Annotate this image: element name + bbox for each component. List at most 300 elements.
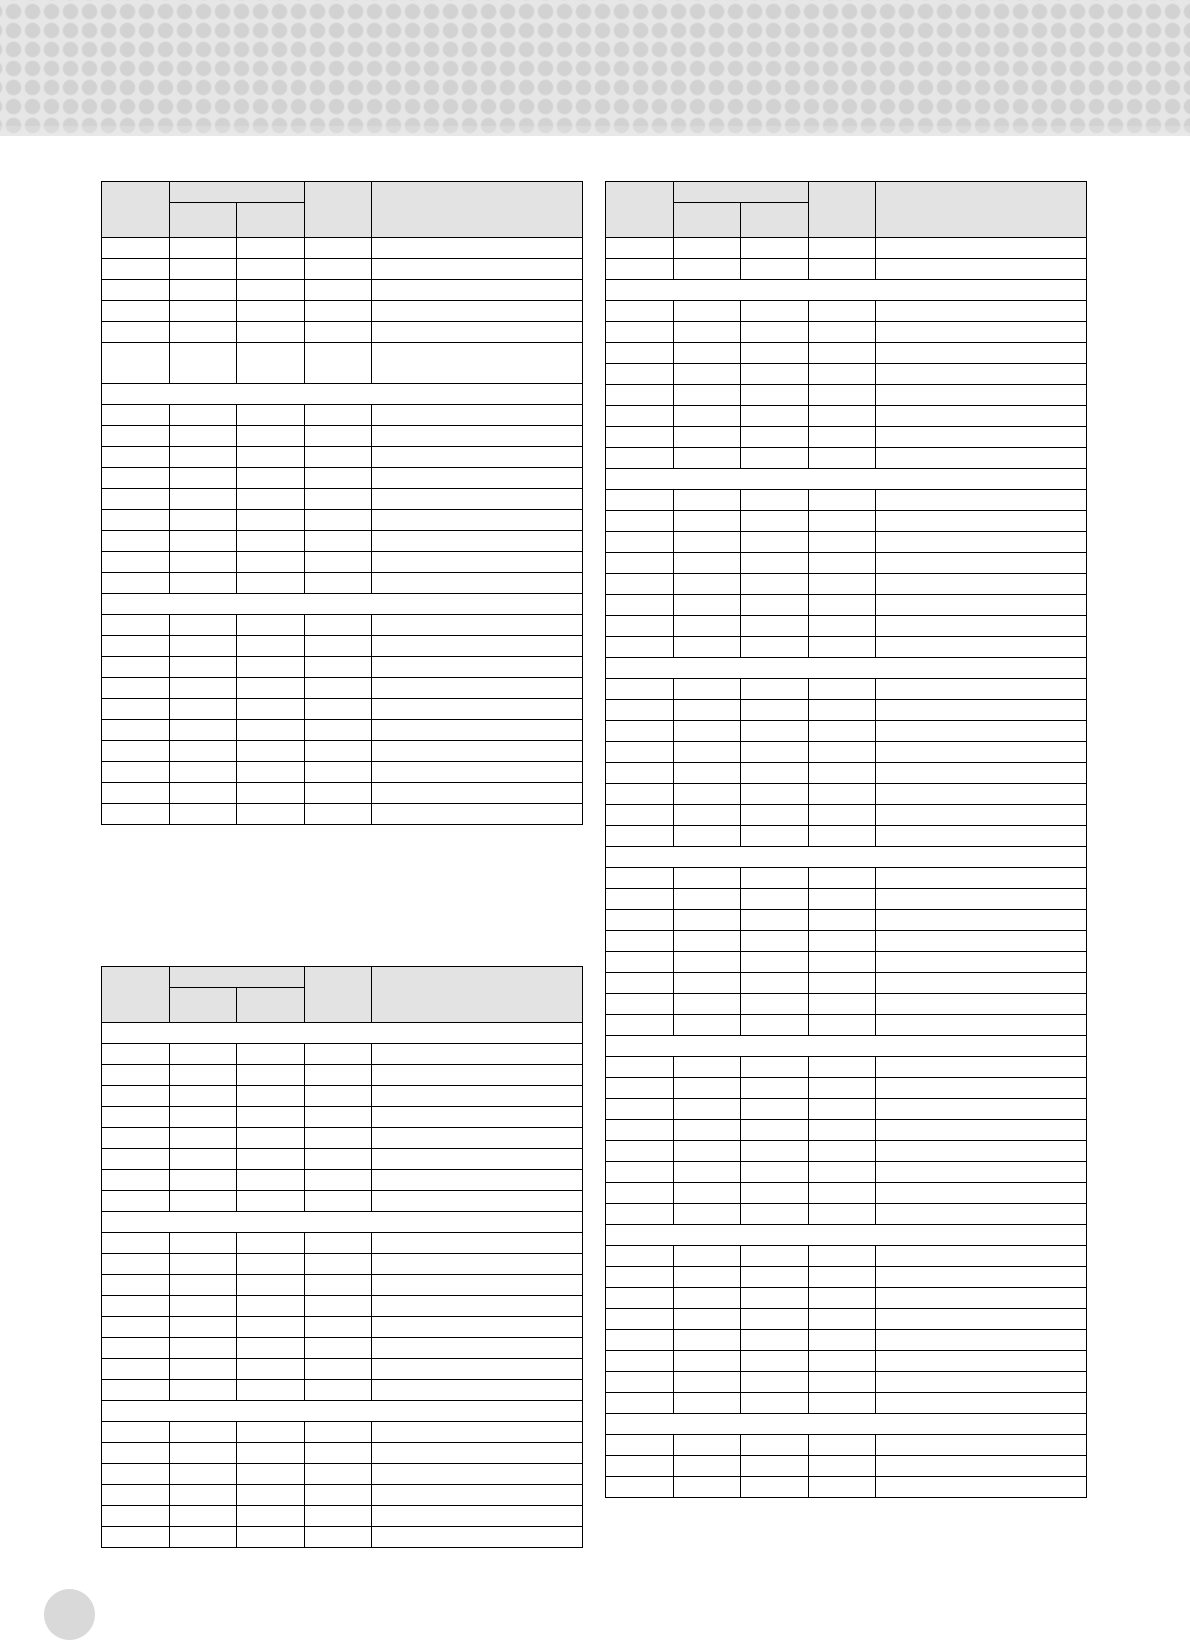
- table-cell: [741, 301, 809, 322]
- table-cell: [808, 1057, 876, 1078]
- table-cell: [808, 1078, 876, 1099]
- table-row: [102, 1380, 583, 1401]
- table-cell: [741, 952, 809, 973]
- table-cell: [808, 1309, 876, 1330]
- table-cell: [741, 1204, 809, 1225]
- table-cell: [673, 1078, 741, 1099]
- section-cell: [606, 280, 1087, 301]
- table-cell: [304, 405, 372, 426]
- table-cell: [673, 259, 741, 280]
- table-cell: [808, 574, 876, 595]
- table-cell: [606, 952, 674, 973]
- table-cell: [741, 343, 809, 364]
- table-cell: [102, 1233, 170, 1254]
- table-cell: [741, 973, 809, 994]
- table-cell: [876, 637, 1087, 658]
- table-cell: [673, 595, 741, 616]
- table-cell: [102, 1422, 170, 1443]
- table-cell: [304, 447, 372, 468]
- table-cell: [237, 1527, 305, 1548]
- section-row: [606, 847, 1087, 868]
- table-cell: [741, 1372, 809, 1393]
- table-cell: [372, 301, 583, 322]
- table-cell: [673, 637, 741, 658]
- table-cell: [102, 447, 170, 468]
- table-cell: [169, 322, 237, 343]
- header-cell-col1: [102, 967, 170, 1023]
- header-banner: [0, 0, 1190, 136]
- table-cell: [606, 1183, 674, 1204]
- table-cell: [606, 1267, 674, 1288]
- table-cell: [102, 1380, 170, 1401]
- table-cell: [102, 1107, 170, 1128]
- table-cell: [102, 322, 170, 343]
- table-cell: [741, 1288, 809, 1309]
- table-cell: [304, 1044, 372, 1065]
- table-cell: [673, 385, 741, 406]
- table-cell: [673, 994, 741, 1015]
- table-cell: [741, 385, 809, 406]
- table-cell: [808, 1267, 876, 1288]
- table-cell: [237, 552, 305, 573]
- table-cell: [606, 511, 674, 532]
- table-cell: [102, 804, 170, 825]
- table-cell: [372, 657, 583, 678]
- table-cell: [876, 742, 1087, 763]
- table-row: [102, 1485, 583, 1506]
- table-row: [606, 952, 1087, 973]
- table-cell: [808, 1162, 876, 1183]
- table-cell: [169, 1044, 237, 1065]
- table-cell: [741, 826, 809, 847]
- table-row: [606, 1120, 1087, 1141]
- table-cell: [237, 699, 305, 720]
- subheader-cell: [673, 203, 741, 238]
- table-cell: [169, 783, 237, 804]
- table-cell: [304, 1065, 372, 1086]
- table-row: [102, 1149, 583, 1170]
- table-row: [102, 1086, 583, 1107]
- table-row: [102, 301, 583, 322]
- section-row: [606, 1036, 1087, 1057]
- table-cell: [169, 720, 237, 741]
- section-cell: [606, 847, 1087, 868]
- table-row: [102, 322, 583, 343]
- table-cell: [304, 573, 372, 594]
- table-cell: [372, 1170, 583, 1191]
- table-cell: [304, 1485, 372, 1506]
- table-cell: [876, 1393, 1087, 1414]
- table-cell: [606, 616, 674, 637]
- table-cell: [808, 1204, 876, 1225]
- section-row: [102, 594, 583, 615]
- table-cell: [102, 405, 170, 426]
- table-cell: [304, 783, 372, 804]
- table-cell: [673, 826, 741, 847]
- table-row: [606, 427, 1087, 448]
- table-cell: [606, 595, 674, 616]
- table-cell: [673, 238, 741, 259]
- table-row: [102, 552, 583, 573]
- table-row: [102, 804, 583, 825]
- table-cell: [237, 678, 305, 699]
- table-cell: [169, 1317, 237, 1338]
- table-cell: [606, 1330, 674, 1351]
- table-cell: [237, 1170, 305, 1191]
- table-cell: [606, 385, 674, 406]
- table-cell: [102, 1485, 170, 1506]
- table-cell: [372, 1527, 583, 1548]
- table-cell: [304, 615, 372, 636]
- table-cell: [876, 763, 1087, 784]
- table-cell: [673, 1435, 741, 1456]
- table-cell: [372, 1191, 583, 1212]
- table-cell: [304, 489, 372, 510]
- table-row: [102, 343, 583, 384]
- table-cell: [102, 1464, 170, 1485]
- table-cell: [102, 1527, 170, 1548]
- table-cell: [876, 511, 1087, 532]
- table-cell: [741, 721, 809, 742]
- table-cell: [169, 1464, 237, 1485]
- table-cell: [304, 1359, 372, 1380]
- header-cell-group: [673, 182, 808, 203]
- table-cell: [808, 322, 876, 343]
- table-cell: [741, 490, 809, 511]
- table-cell: [808, 616, 876, 637]
- header-cell-col5: [372, 182, 583, 238]
- table-cell: [606, 490, 674, 511]
- table-row: [102, 699, 583, 720]
- table-row: [102, 741, 583, 762]
- table-cell: [304, 552, 372, 573]
- table-cell: [606, 574, 674, 595]
- table-cell: [876, 1477, 1087, 1498]
- table-cell: [606, 1078, 674, 1099]
- table-header-row: [102, 967, 583, 988]
- table-cell: [808, 931, 876, 952]
- section-cell: [606, 1036, 1087, 1057]
- table-row: [102, 657, 583, 678]
- table-cell: [673, 1099, 741, 1120]
- table-row: [606, 616, 1087, 637]
- table-row: [606, 826, 1087, 847]
- table-cell: [606, 1141, 674, 1162]
- table-row: [606, 574, 1087, 595]
- table-cell: [237, 1317, 305, 1338]
- subheader-cell: [237, 203, 305, 238]
- table-cell: [372, 1464, 583, 1485]
- table-cell: [304, 720, 372, 741]
- table-cell: [169, 301, 237, 322]
- table-cell: [741, 868, 809, 889]
- table-cell: [876, 532, 1087, 553]
- table-cell: [876, 1183, 1087, 1204]
- table-cell: [876, 721, 1087, 742]
- table-cell: [808, 259, 876, 280]
- table-cell: [606, 259, 674, 280]
- table-row: [606, 1372, 1087, 1393]
- table-cell: [372, 1044, 583, 1065]
- table-row: [606, 721, 1087, 742]
- table-row: [102, 1107, 583, 1128]
- table-cell: [372, 259, 583, 280]
- table-cell: [808, 1330, 876, 1351]
- table-cell: [741, 784, 809, 805]
- table-cell: [876, 1141, 1087, 1162]
- table-cell: [372, 510, 583, 531]
- table-cell: [237, 489, 305, 510]
- table-cell: [606, 553, 674, 574]
- table-cell: [304, 1170, 372, 1191]
- table-cell: [372, 1380, 583, 1401]
- table-cell: [741, 532, 809, 553]
- table-cell: [606, 910, 674, 931]
- table-cell: [741, 1099, 809, 1120]
- table-cell: [372, 1422, 583, 1443]
- table-row: [606, 1435, 1087, 1456]
- table-cell: [876, 910, 1087, 931]
- table-cell: [169, 1170, 237, 1191]
- table-cell: [808, 301, 876, 322]
- table-cell: [808, 994, 876, 1015]
- table-cell: [169, 1107, 237, 1128]
- table-row: [102, 1170, 583, 1191]
- table-cell: [741, 994, 809, 1015]
- table-cell: [237, 238, 305, 259]
- table-cell: [673, 1477, 741, 1498]
- table-cell: [102, 1044, 170, 1065]
- table-cell: [673, 1309, 741, 1330]
- subheader-cell: [169, 988, 237, 1023]
- header-cell-col5: [876, 182, 1087, 238]
- table-cell: [673, 1330, 741, 1351]
- table-cell: [808, 1120, 876, 1141]
- table-cell: [808, 385, 876, 406]
- table-row: [102, 1065, 583, 1086]
- table-cell: [169, 1443, 237, 1464]
- table-cell: [169, 489, 237, 510]
- table-row: [606, 1078, 1087, 1099]
- table-cell: [606, 1477, 674, 1498]
- table-cell: [304, 1233, 372, 1254]
- table-row: [606, 679, 1087, 700]
- table-cell: [102, 1338, 170, 1359]
- table-row: [102, 1338, 583, 1359]
- table-row: [102, 1317, 583, 1338]
- table-cell: [876, 406, 1087, 427]
- parameter-table-top-left: [101, 181, 583, 825]
- table-cell: [237, 322, 305, 343]
- table-cell: [741, 1351, 809, 1372]
- table-cell: [102, 280, 170, 301]
- table-cell: [169, 259, 237, 280]
- table-cell: [102, 259, 170, 280]
- table-cell: [169, 1086, 237, 1107]
- table-cell: [673, 616, 741, 637]
- table-row: [606, 406, 1087, 427]
- table-cell: [606, 889, 674, 910]
- table-cell: [606, 826, 674, 847]
- table-cell: [102, 343, 170, 384]
- table-cell: [808, 490, 876, 511]
- table-cell: [876, 1372, 1087, 1393]
- table-cell: [304, 343, 372, 384]
- table-row: [102, 259, 583, 280]
- table-row: [606, 1015, 1087, 1036]
- table-cell: [169, 804, 237, 825]
- table-cell: [673, 1393, 741, 1414]
- table-cell: [102, 531, 170, 552]
- table-cell: [237, 405, 305, 426]
- table-cell: [876, 1351, 1087, 1372]
- table-row: [606, 490, 1087, 511]
- table-cell: [673, 1015, 741, 1036]
- table-row: [102, 1464, 583, 1485]
- table-row: [102, 1044, 583, 1065]
- table-cell: [741, 427, 809, 448]
- table-row: [606, 385, 1087, 406]
- table-cell: [304, 1254, 372, 1275]
- table-row: [606, 889, 1087, 910]
- table-cell: [372, 343, 583, 384]
- table-cell: [169, 1485, 237, 1506]
- section-row: [606, 1225, 1087, 1246]
- table-row: [102, 238, 583, 259]
- table-cell: [372, 1065, 583, 1086]
- table-cell: [304, 322, 372, 343]
- table-cell: [741, 1120, 809, 1141]
- section-cell: [606, 1414, 1087, 1435]
- subheader-cell: [741, 203, 809, 238]
- table-cell: [741, 1267, 809, 1288]
- table-header-row: [102, 182, 583, 203]
- table-cell: [237, 1233, 305, 1254]
- table-cell: [606, 784, 674, 805]
- table-cell: [372, 1443, 583, 1464]
- table-cell: [808, 1099, 876, 1120]
- table-cell: [304, 762, 372, 783]
- table-cell: [808, 532, 876, 553]
- table-cell: [808, 1435, 876, 1456]
- table-cell: [102, 762, 170, 783]
- table-cell: [304, 1275, 372, 1296]
- table-row: [102, 468, 583, 489]
- table-header-row: [606, 182, 1087, 203]
- table-cell: [808, 784, 876, 805]
- table-row: [102, 489, 583, 510]
- table-cell: [304, 1422, 372, 1443]
- table-cell: [808, 553, 876, 574]
- table-cell: [741, 238, 809, 259]
- table-cell: [673, 700, 741, 721]
- table-cell: [102, 1317, 170, 1338]
- table-cell: [673, 1351, 741, 1372]
- table-cell: [606, 322, 674, 343]
- table-cell: [808, 763, 876, 784]
- table-cell: [876, 805, 1087, 826]
- table-cell: [606, 1288, 674, 1309]
- table-cell: [876, 595, 1087, 616]
- table-cell: [606, 1120, 674, 1141]
- table-cell: [606, 238, 674, 259]
- table-cell: [102, 720, 170, 741]
- table-row: [102, 1233, 583, 1254]
- table-cell: [673, 511, 741, 532]
- table-cell: [741, 805, 809, 826]
- table-row: [606, 1267, 1087, 1288]
- table-cell: [372, 1107, 583, 1128]
- table-cell: [606, 805, 674, 826]
- table-cell: [741, 511, 809, 532]
- table-cell: [876, 1078, 1087, 1099]
- table-cell: [372, 322, 583, 343]
- table-row: [102, 510, 583, 531]
- table-row: [606, 1330, 1087, 1351]
- table-cell: [741, 931, 809, 952]
- table-cell: [606, 1351, 674, 1372]
- table-cell: [237, 510, 305, 531]
- table-cell: [372, 1506, 583, 1527]
- table-cell: [237, 1065, 305, 1086]
- section-row: [102, 1212, 583, 1233]
- table-cell: [808, 595, 876, 616]
- table-cell: [741, 1477, 809, 1498]
- table-cell: [372, 741, 583, 762]
- table-row: [102, 447, 583, 468]
- table-cell: [876, 1267, 1087, 1288]
- table-row: [606, 994, 1087, 1015]
- table-cell: [741, 595, 809, 616]
- table-cell: [876, 448, 1087, 469]
- table-cell: [808, 973, 876, 994]
- table-cell: [237, 1254, 305, 1275]
- table-cell: [169, 741, 237, 762]
- table-cell: [372, 489, 583, 510]
- table-cell: [372, 238, 583, 259]
- table-row: [102, 1527, 583, 1548]
- table-cell: [237, 1359, 305, 1380]
- table-cell: [808, 1183, 876, 1204]
- table-row: [102, 426, 583, 447]
- table-cell: [102, 1275, 170, 1296]
- table-cell: [304, 1338, 372, 1359]
- table-cell: [808, 1141, 876, 1162]
- table-cell: [808, 1351, 876, 1372]
- table-cell: [673, 1183, 741, 1204]
- table-cell: [606, 700, 674, 721]
- table-cell: [673, 490, 741, 511]
- table-cell: [169, 1506, 237, 1527]
- section-row: [606, 280, 1087, 301]
- table-cell: [169, 615, 237, 636]
- table-row: [102, 1296, 583, 1317]
- table-cell: [237, 1380, 305, 1401]
- table-cell: [606, 931, 674, 952]
- table-row: [102, 1128, 583, 1149]
- header-cell-col4: [808, 182, 876, 238]
- table-cell: [876, 952, 1087, 973]
- table-cell: [102, 552, 170, 573]
- table-cell: [102, 510, 170, 531]
- table-row: [606, 553, 1087, 574]
- table-cell: [673, 1246, 741, 1267]
- table-cell: [237, 343, 305, 384]
- table-cell: [304, 510, 372, 531]
- table-cell: [237, 1191, 305, 1212]
- table-cell: [169, 657, 237, 678]
- table-cell: [876, 259, 1087, 280]
